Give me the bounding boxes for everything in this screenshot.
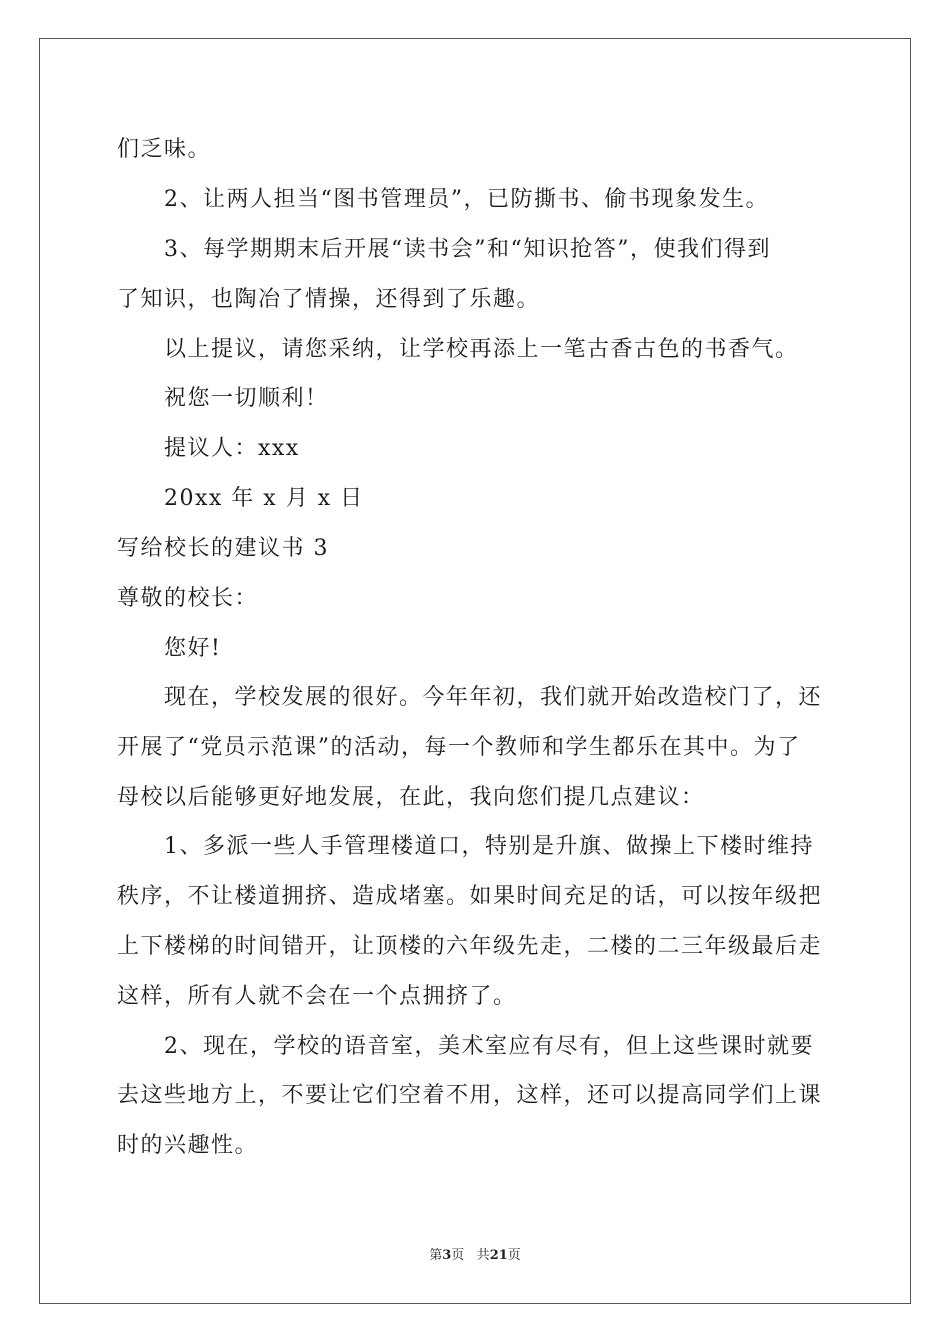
text-line: 3、每学期期末后开展“读书会”和“知识抢答”，使我们得到	[164, 237, 771, 262]
salutation: 尊敬的校长：	[117, 586, 259, 611]
text-line: 时的兴趣性。	[117, 1133, 259, 1158]
text-line: 们乏味。	[117, 137, 212, 162]
footer-total-pages: 21	[489, 1248, 508, 1263]
text-line: 2、现在，学校的语音室，美术室应有尽有，但上这些课时就要	[164, 1034, 814, 1059]
footer-page-prefix: 第	[429, 1248, 443, 1263]
text-line: 这样，所有人就不会在一个点拥挤了。	[117, 984, 517, 1009]
text-line: 秩序，不让楼道拥挤、造成堵塞。如果时间充足的话，可以按年级把	[117, 884, 823, 909]
greeting: 您好!	[164, 636, 222, 661]
text-line: 现在，学校发展的很好。今年年初，我们就开始改造校门了，还	[164, 685, 823, 710]
footer-total-suffix: 页	[507, 1248, 521, 1263]
page-border	[39, 38, 911, 1304]
text-line: 上下楼梯的时间错开，让顶楼的六年级先走，二楼的二三年级最后走	[117, 934, 823, 959]
text-line: 开展了“党员示范课”的活动，每一个教师和学生都乐在其中。为了	[117, 735, 801, 760]
date-line: 20xx 年 x 月 x 日	[164, 486, 364, 511]
text-line: 2、让两人担当“图书管理员”，已防撕书、偷书现象发生。	[164, 187, 769, 212]
text-line: 以上提议，请您采纳，让学校再添上一笔古香古色的书香气。	[164, 337, 799, 362]
text-line: 了知识，也陶冶了情操，还得到了乐趣。	[117, 287, 541, 312]
footer-total-prefix: 共	[476, 1248, 490, 1263]
signature-line: 提议人：xxx	[164, 436, 300, 461]
text-line: 母校以后能够更好地发展，在此，我向您们提几点建议：	[117, 785, 705, 810]
section-title: 写给校长的建议书 3	[117, 536, 329, 561]
text-line: 去这些地方上，不要让它们空着不用，这样，还可以提高同学们上课	[117, 1083, 823, 1108]
text-line: 祝您一切顺利！	[164, 386, 329, 411]
text-line: 1、多派一些人手管理楼道口，特别是升旗、做操上下楼时维持	[164, 834, 814, 859]
footer-page-suffix: 页	[451, 1248, 465, 1263]
footer-page-number: 3	[442, 1248, 452, 1263]
page-footer	[0, 1247, 950, 1265]
